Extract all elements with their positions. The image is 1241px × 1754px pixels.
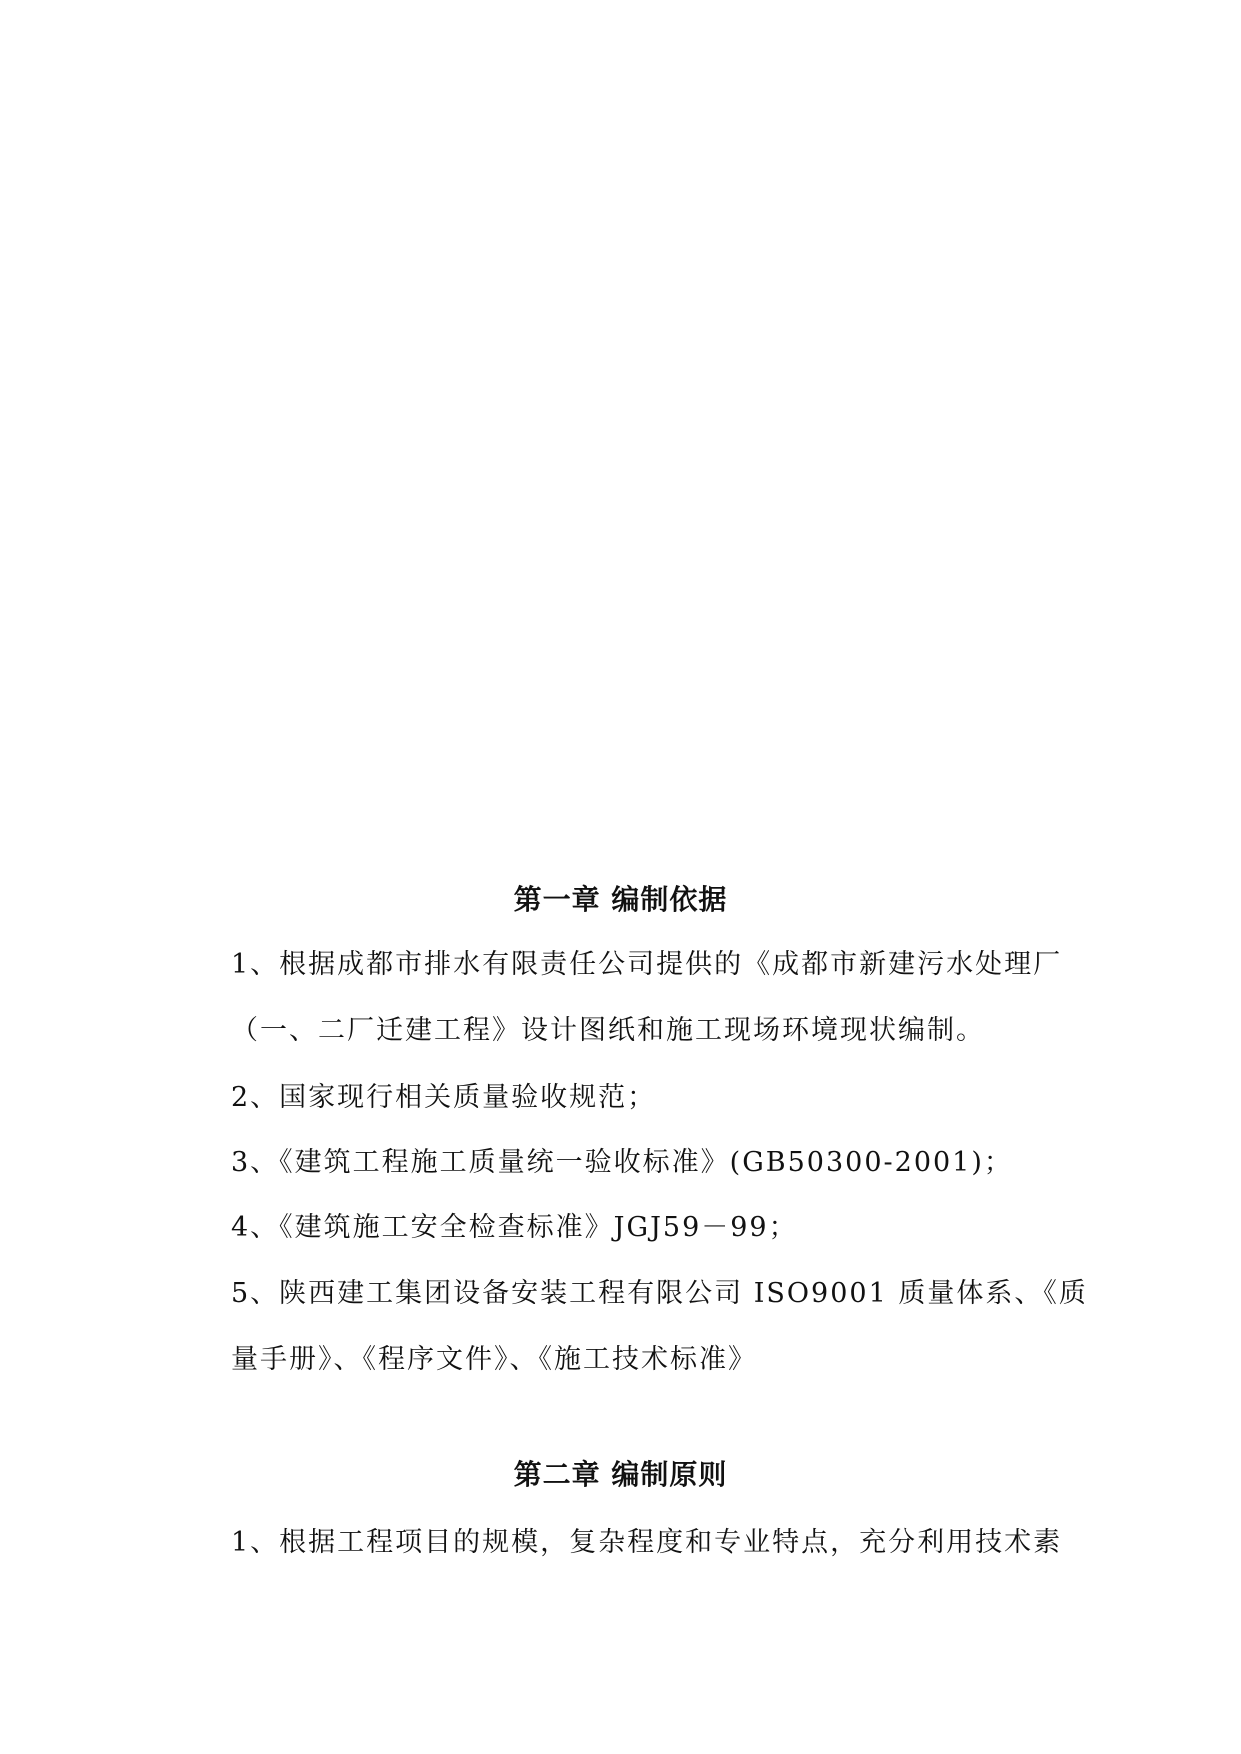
chapter-1-line-1: 1、根据成都市排水有限责任公司提供的《成都市新建污水处理厂: [231, 949, 1063, 980]
chapter-2-heading: 第二章 编制原则: [513, 1458, 728, 1491]
chapter-1-line-3: 2、国家现行相关质量验收规范；: [231, 1082, 657, 1113]
chapter-1-line-6: 5、陕西建工集团设备安装工程有限公司 ISO9001 质量体系、《质: [231, 1278, 1088, 1309]
chapter-1-line-5: 4、《建筑施工安全检查标准》JGJ59－99；: [231, 1212, 798, 1243]
chapter-1-heading: 第一章 编制依据: [513, 883, 728, 916]
chapter-1-line-4: 3、《建筑工程施工质量统一验收标准》(GB50300-2001)；: [231, 1147, 1013, 1178]
chapter-2-line-1: 1、根据工程项目的规模，复杂程度和专业特点，充分利用技术素: [231, 1527, 1063, 1558]
chapter-1-line-7: 量手册》、《程序文件》、《施工技术标准》: [231, 1344, 757, 1375]
chapter-1-line-2: （一、二厂迁建工程》设计图纸和施工现场环境现状编制。: [231, 1015, 985, 1046]
